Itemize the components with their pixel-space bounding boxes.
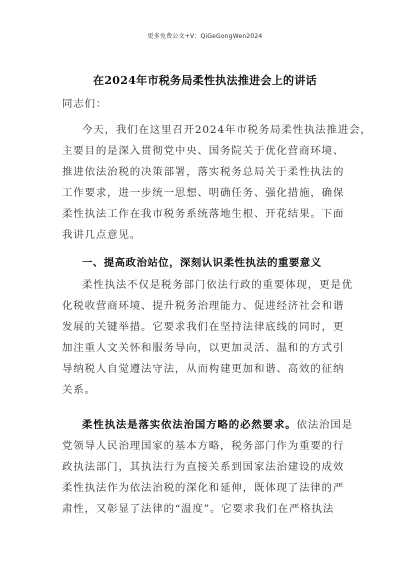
- paragraph-line: 我讲几点意见。: [62, 229, 142, 241]
- paragraph-line: 化税收营商环境、提升税务治理能力、促进经济社会和谐: [62, 300, 345, 312]
- paragraph-line: 加注重人文关怀和服务导向，以更加灵活、温和的方式引: [62, 342, 345, 354]
- paragraph-1: [62, 120, 372, 246]
- paragraph-3: [62, 415, 353, 520]
- paragraph-2: [62, 275, 353, 401]
- paragraph-line: 政执法部门，其执法行为直接关系到国家法治建设的成效: [62, 461, 345, 473]
- paragraph-line: 柔性执法不仅是税务部门依法行政的重要体现，更是优: [82, 279, 353, 291]
- paragraph-line: 柔性执法工作在我市税务系统落地生根、开花结果。下面: [62, 208, 345, 220]
- greeting: 同志们：: [62, 98, 108, 110]
- paragraph-line: 肃性，又彰显了法律的“温度”。它要求我们在严格执法: [62, 503, 335, 515]
- section-heading-1: 一、提高政治站位，深刻认识柔性执法的重要意义: [82, 257, 322, 269]
- paragraph-line: 今天，我们在这里召开2024年市税务局柔性执法推进会，: [82, 124, 372, 136]
- paragraph-line: 党领导人民治理国家的基本方略，税务部门作为重要的行: [62, 440, 345, 452]
- paragraph-line-rest: 依法治国是: [296, 419, 353, 431]
- paragraph-line: 柔性执法作为依法治税的深化和延伸，既体现了法律的严: [62, 482, 345, 494]
- paragraph-lead-sentence: 柔性执法是落实依法治国方略的必然要求。: [82, 419, 297, 431]
- document-title: 在2024年市税务局柔性执法推进会上的讲话: [93, 74, 317, 87]
- header-note: 更多免费公文+V：QiGeGongWen2024: [147, 33, 263, 40]
- paragraph-line: 工作要求，进一步统一思想、明确任务、强化措施，确保: [62, 187, 345, 199]
- paragraph-line: 导纳税人自觉遵法守法，从而构建更加和谐、高效的征纳: [62, 363, 345, 375]
- paragraph-line: 推进依法治税的决策部署，落实税务总局关于柔性执法的: [62, 166, 345, 178]
- paragraph-first-line: [62, 415, 353, 436]
- paragraph-line: 主要目的是深入贯彻党中央、国务院关于优化营商环境、: [62, 145, 345, 157]
- paragraph-line: 发展的关键举措。它要求我们在坚持法律底线的同时，更: [62, 321, 345, 333]
- paragraph-line: 关系。: [62, 384, 96, 396]
